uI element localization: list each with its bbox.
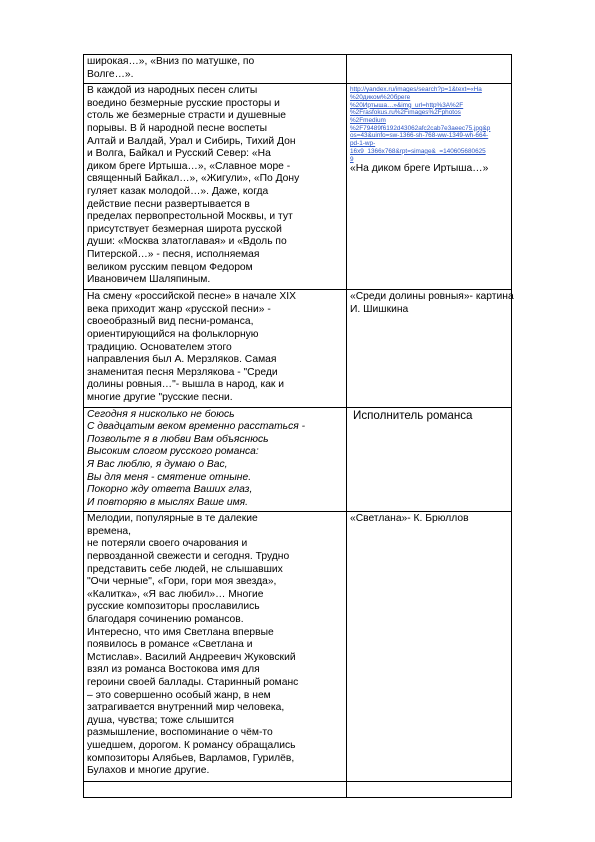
text-line: Питерской…» - песня, исполняемая (87, 248, 260, 260)
text-line: героини своей баллады. Старинный романс (87, 677, 299, 688)
link-line: %20Иртыша…»&img_url=http%3A%2F (350, 101, 464, 109)
text-line: ориентирующийся на фольклорную (87, 328, 259, 340)
text-cell (84, 55, 347, 84)
text-line: Интересно, что имя Светлана впервые (87, 626, 274, 638)
poem-line: Сегодня я нисколько не боюсь (87, 408, 235, 420)
text-line: "Очи черные", «Гори, гори моя звезда», (87, 576, 277, 588)
text-cell (84, 84, 347, 290)
text-line: появилось в романсе «Светлана и (87, 639, 253, 651)
table-row (84, 512, 512, 782)
poem-line: С двадцатым веком временно расстаться - (87, 421, 306, 433)
text-line: долины ровныя…"- вышла в народ, как и (87, 379, 285, 391)
caption-cell (347, 782, 512, 798)
poem-line: И повторяю в мыслях Ваше имя. (87, 496, 248, 508)
text-cell (84, 782, 347, 798)
text-line: Волге…». (87, 68, 134, 80)
text-line: – это совершенно особый жанр, в нем (87, 689, 271, 701)
poem-line: Позвольте я в любви Вам объяснюсь (87, 433, 269, 445)
table-row (84, 290, 512, 407)
text-line: столь же безмерные страсти и душевные (87, 110, 287, 122)
text-line: многие другие "русские песни. (87, 391, 233, 403)
caption-cell (347, 512, 512, 782)
text-line: знаменитая песня Мерзлякова - "Среди (87, 366, 278, 378)
text-line: «Калитка», «Я вас любил»… Многие (87, 588, 264, 600)
text-line: века приходит жанр «русской песни» - (87, 303, 271, 315)
poem-line: Вы для меня - смятение отныне. (87, 471, 252, 483)
text-line: души: «Москва златоглавая» и «Вдоль по (87, 236, 287, 248)
text-line: порывы. В й народной песне воспеты (87, 122, 268, 134)
text-line: первозданной свежести и сегодня. Трудно (87, 551, 290, 563)
table-row (84, 55, 512, 84)
text-line: душа, чувства; тоже слышится (87, 714, 234, 726)
text-line: размышление, воспоминание о чём-то (87, 727, 273, 739)
text-line: Мстислав». Василий Андреевич Жуковский (87, 651, 296, 663)
link-line: %2F79489f6192d43062afc2cab7e3aeec75.jpg&p (350, 124, 491, 132)
text-line: русские композиторы прославились (87, 601, 260, 613)
text-line: и Волга, Байкал и Русский Север: «На (87, 148, 271, 160)
link-line: 9 (350, 155, 354, 163)
text-line: времена, (87, 525, 132, 537)
image-source-link[interactable] (350, 85, 508, 163)
table-row (84, 407, 512, 512)
caption-text: «Светлана»- К. Брюллов (350, 513, 469, 525)
text-line: гуляет казак молодой…». Даже, когда (87, 185, 269, 197)
caption-cell (347, 84, 512, 290)
text-cell (84, 290, 347, 407)
text-line: направления был А. Мерзляков. Самая (87, 354, 277, 366)
text-line: диком бреге Иртыша…», «Славное море - (87, 160, 291, 172)
text-line: представить себе людей, не слышавших (87, 563, 283, 575)
text-line: ушедшем, дорогом. К романсу обращались (87, 739, 296, 751)
table-row (84, 84, 512, 290)
text-line: На смену «российской песне» в начале XIX (87, 291, 297, 303)
link-line: pd-1-wp- (350, 140, 376, 148)
text-line: В каждой из народных песен слиты (87, 85, 258, 97)
caption-text: Исполнитель романса (353, 408, 473, 422)
text-line: воедино безмерные русские просторы и (87, 97, 280, 109)
text-line: не потеряли своего очарования и (87, 538, 248, 550)
text-line: Алтай и Валдай, Урал и Сибирь, Тихий Дон (87, 135, 296, 147)
caption-cell (347, 290, 512, 407)
text-line: пределах первопрестольной Москвы, и тут (87, 211, 293, 223)
text-cell (84, 512, 347, 782)
poem-cell (84, 407, 347, 512)
link-line: %2Frasfokus.ru%2Fimages%2Fphotos (350, 109, 461, 117)
text-line: Ивановичем Шаляпиным. (87, 274, 211, 286)
poem-line: Покорно жду ответа Ваших глаз, (87, 484, 253, 496)
text-line: благодаря сочинению романсов. (87, 614, 244, 626)
text-line: композиторы Алябьев, Варламов, Гурилёв, (87, 752, 295, 764)
link-line: %2Fmedium (350, 117, 386, 124)
poem-line: Я Вас люблю, я думаю о Вас, (87, 458, 228, 470)
link-line: 16x9_1366x768&rpt=simage&_=140605680625 (350, 147, 486, 155)
caption-cell (347, 55, 512, 84)
text-line: своеобразный вид песни-романса, (87, 316, 254, 328)
caption-text: И. Шишкина (350, 303, 409, 315)
caption-text: «Среди долины ровныя»- картина (350, 291, 514, 303)
link-line: %20диком%20бреге (350, 93, 411, 101)
caption-text: «На диком бреге Иртыша…» (350, 163, 489, 175)
poem-line: Высоким слогом русского романса: (87, 446, 259, 458)
text-line: Булахов и многие другие. (87, 765, 210, 777)
text-line: Мелодии, популярные в те далекие (87, 513, 258, 525)
text-line: взял из романса Востокова имя для (87, 664, 260, 676)
text-line: широкая…», «Вниз по матушке, по (87, 56, 255, 67)
text-line: великом русским певцом Федором (87, 261, 253, 273)
text-line: присутствует безмерная широта русской (87, 223, 282, 235)
text-line: действие песни развертывается в (87, 198, 250, 210)
content-table (83, 54, 512, 798)
table-row (84, 782, 512, 798)
text-line: традицию. Основателем этого (87, 341, 232, 353)
link-line: os=43&uinfo=sw-1366-sh-768-ww-1349-wh-664- (350, 132, 489, 140)
text-line: затрагивается внутренний мир человека, (87, 702, 285, 714)
text-line: священный Байкал…», «Жигули», «По Дону (87, 173, 300, 185)
link-line: http://yandex.ru/images/search?p=1&text=«На (350, 86, 482, 94)
caption-cell (347, 407, 512, 512)
